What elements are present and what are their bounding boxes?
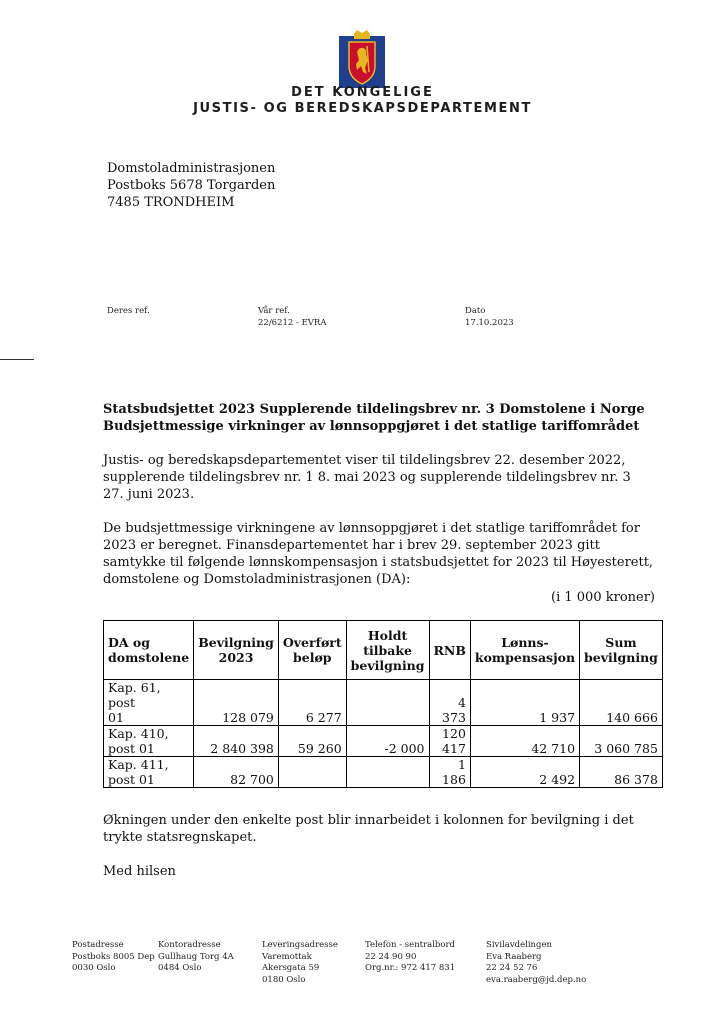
cell-rnb: 1 186 — [429, 757, 470, 788]
compensation-table — [103, 620, 663, 788]
header-holdt-tilbake: Holdt tilbake bevilgning — [346, 621, 429, 680]
letter-subject — [103, 401, 655, 435]
subject-line-1: Statsbudsjettet 2023 Supplerende tildelingsbrev nr. 3 Domstolene i Norge — [103, 402, 645, 417]
cell-overfort: 6 277 — [278, 680, 346, 726]
footer-department-contact: Sivilavdelingen Eva Raaberg 22 24 52 76 eva.raaberg@jd.dep.no — [486, 940, 587, 985]
coat-of-arms-logo — [339, 30, 385, 88]
header-rnb: RNB — [429, 621, 470, 680]
cell-lonn: 2 492 — [470, 757, 579, 788]
date-label: Dato — [465, 306, 486, 316]
cell-lonn: 42 710 — [470, 726, 579, 757]
footer-delivery-address: Leveringsadresse Varemottak Akersgata 59 0180 Oslo — [262, 940, 338, 985]
recipient-city: 7485 TRONDHEIM — [107, 195, 235, 210]
unit-note: (i 1 000 kroner) — [551, 590, 655, 605]
table-row — [104, 680, 663, 726]
cell-holdt — [346, 680, 429, 726]
ministry-name-line1: DET KONGELIGE — [291, 85, 434, 100]
cell-overfort — [278, 757, 346, 788]
paragraph-intro: De budsjettmessige virkningene av lønnsoppgjøret i det statlige tariffområdet for 2023 er beregnet. Finansdepartementet har i brev 29. september 2023 gitt samtykke til følgende lønnskompensasjon i statsbudsjettet for 2023 til Høyesterett, domstolene og Domstoladministrasjonen (DA): — [103, 521, 654, 587]
cell-bevilgning: 82 700 — [194, 757, 279, 788]
paragraph-closing-note: Økningen under den enkelte post blir innarbeidet i kolonnen for bevilgning i det trykte statsregnskapet. — [103, 813, 634, 845]
cell-chapter: Kap. 411, post 01 — [104, 757, 194, 788]
header-da-domstolene: DA og domstolene — [104, 621, 194, 680]
cell-bevilgning: 128 079 — [194, 680, 279, 726]
var-ref-label: Vår ref. — [258, 306, 290, 316]
cell-chapter: Kap. 61, post 01 — [104, 680, 194, 726]
table-row — [104, 726, 663, 757]
var-ref-value: 22/6212 - EVRA — [258, 318, 327, 328]
cell-rnb: 4 373 — [429, 680, 470, 726]
cell-sum: 3 060 785 — [580, 726, 663, 757]
header-lonnskompensasjon: Lønns- kompensasjon — [470, 621, 579, 680]
subject-line-2: Budsjettmessige virkninger av lønnsoppgjøret i det statlige tariffområdet — [103, 419, 640, 434]
cell-overfort: 59 260 — [278, 726, 346, 757]
footer-office-address: Kontoradresse Gullhaug Torg 4A 0484 Oslo — [158, 940, 234, 973]
cell-lonn: 1 937 — [470, 680, 579, 726]
fold-mark — [0, 359, 34, 360]
date-value: 17.10.2023 — [465, 318, 514, 328]
cell-sum: 140 666 — [580, 680, 663, 726]
deres-ref-label: Deres ref. — [107, 306, 150, 316]
table-header-row — [104, 621, 663, 680]
cell-rnb: 120 417 — [429, 726, 470, 757]
cell-bevilgning: 2 840 398 — [194, 726, 279, 757]
table-row — [104, 757, 663, 788]
cell-holdt: -2 000 — [346, 726, 429, 757]
recipient-address: Postboks 5678 Torgarden — [107, 178, 276, 193]
header-overfort: Overført beløp — [278, 621, 346, 680]
closing-greeting: Med hilsen — [103, 864, 176, 879]
cell-holdt — [346, 757, 429, 788]
recipient-name: Domstoladministrasjonen — [107, 161, 276, 176]
cell-chapter: Kap. 410, post 01 — [104, 726, 194, 757]
cell-sum: 86 378 — [580, 757, 663, 788]
ministry-name-line2: JUSTIS- OG BEREDSKAPSDEPARTEMENT — [193, 101, 532, 116]
header-bevilgning: Bevilgning 2023 — [194, 621, 279, 680]
footer-postal-address: Postadresse Postboks 8005 Dep 0030 Oslo — [72, 940, 155, 973]
header-sum-bevilgning: Sum bevilgning — [580, 621, 663, 680]
footer-phone: Telefon - sentralbord 22 24 90 90 Org.nr.: 972 417 831 — [365, 940, 456, 973]
paragraph-reference: Justis- og beredskapsdepartementet viser til tildelingsbrev 22. desember 2022, supplerende tildelingsbrev nr. 1 8. mai 2023 og supplerende tildelingsbrev nr. 3 27. juni 2023. — [103, 453, 631, 502]
